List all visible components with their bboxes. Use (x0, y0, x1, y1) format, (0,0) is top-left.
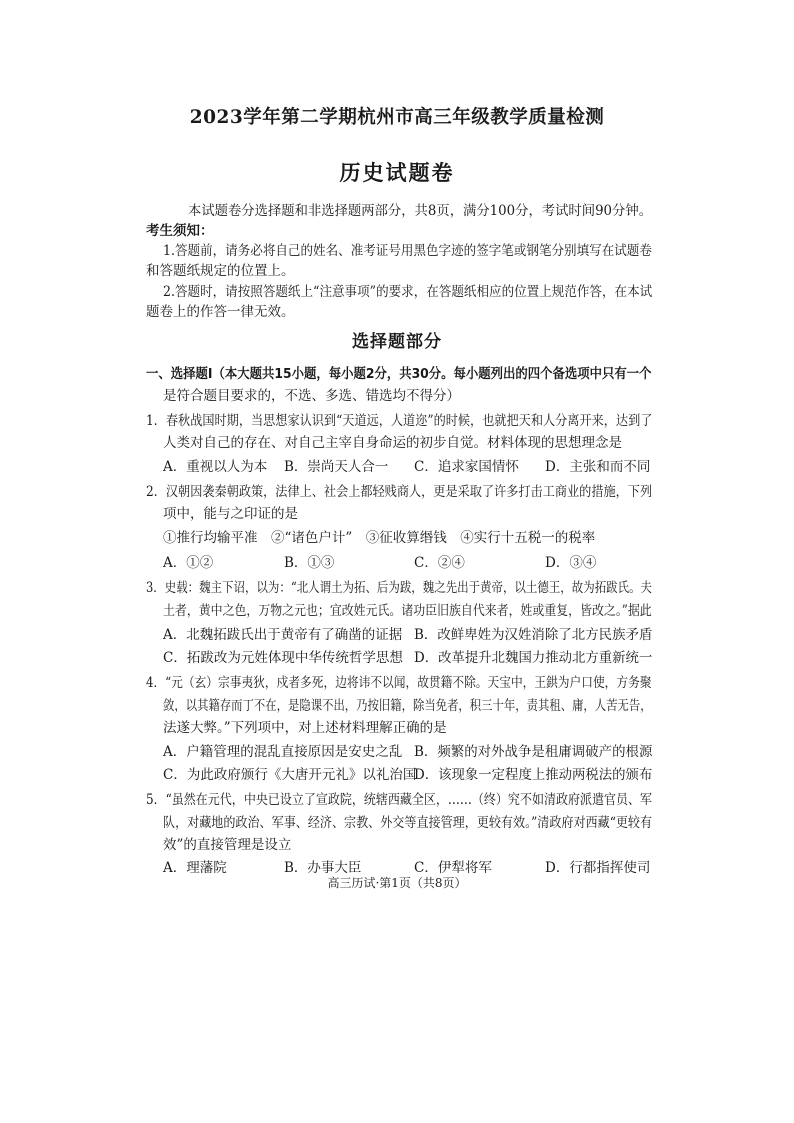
question-2-statements: ①推行均输平准 ②“诸色户计” ③征收算缗钱 ④实行十五税一的税率 (163, 530, 596, 546)
question-1-option-d: D．主张和而不同 (545, 459, 651, 475)
part-instructions-line-1: 一、选择题Ⅰ（本大题共15小题，每小题2分，共30分。每小题列出的四个备选项中只有一个 (146, 366, 652, 382)
question-5-option-a: A．理藩院 (163, 860, 227, 876)
notice-heading: 考生须知： (146, 223, 214, 239)
question-1-option-c: C．追求家国情怀 (414, 459, 519, 475)
page-footer: 高三历试·第1页（共8页） (327, 876, 467, 890)
question-3-stem-line-1: 3．史载：魏主下诏，以为：“北人谓土为拓、后为跋，魏之先出于黄帝，以土德王，故为拓跋氏。夫 (146, 580, 653, 596)
question-5-option-b: B．办事大臣 (284, 860, 362, 876)
question-1-stem-line-2: 人类对自己的存在、对自己主宰自身命运的初步自觉。材料体现的思想理念是 (163, 435, 622, 451)
question-4-stem-line-3: 法遂大弊。”下列项中，对上述材料理解正确的是 (163, 720, 447, 736)
question-1-option-b: B．崇尚天人合一 (284, 459, 389, 475)
question-3-option-b: B．改鲜卑姓为汉姓消除了北方民族矛盾 (414, 627, 653, 643)
question-2-option-b: B．①③ (284, 555, 335, 571)
notice-item-1-line-1: 1.答题前，请务必将自己的姓名、准考证号用黑色字迹的签字笔或钢笔分别填写在试题卷 (163, 243, 652, 259)
question-4-stem-line-2: 敛，以其籍存而丁不在，是隐课不出，乃按旧籍，除当免者，积三十年，责其租、庸，人苦无告， (163, 698, 652, 714)
part-instructions-line-2: 是符合题目要求的，不选、多选、错选均不得分） (163, 388, 460, 404)
notice-item-2-line-2: 题卷上的作答一律无效。 (146, 304, 295, 320)
question-2-option-c: C．②④ (414, 555, 465, 571)
notice-item-1-line-2: 和答题纸规定的位置上。 (146, 263, 295, 279)
question-2-stem-line-2: 项中，能与之印证的是 (163, 506, 298, 522)
section-title: 选择题部分 (352, 332, 442, 352)
question-1-option-a: A．重视以人为本 (163, 459, 268, 475)
question-3-option-d: D．改革提升北魏国力推动北方重新统一 (414, 650, 653, 666)
question-1-stem-line-1: 1．春秋战国时期，当思想家认识到“天道远，人道迩”的时候，也就把天和人分离开来，达到了 (146, 413, 653, 429)
question-4-option-c: C．为此政府颁行《大唐开元礼》以礼治国 (163, 767, 417, 783)
question-5-stem-line-3: 效”的直接管理是设立 (163, 837, 292, 853)
question-5-option-d: D．行都指挥使司 (545, 860, 651, 876)
question-5-stem-line-2: 队，对藏地的政治、军事、经济、宗教、外交等直接管理，更较有效。”清政府对西藏“更较有 (163, 815, 653, 831)
question-2-option-a: A．①② (163, 555, 214, 571)
question-4-option-a: A．户籍管理的混乱直接原因是安史之乱 (163, 744, 403, 760)
question-3-stem-line-2: 土者，黄中之色，万物之元也；宜改姓元氏。诸功臣旧族自代来者，姓或重复，皆改之。”据此 (163, 603, 652, 619)
question-2-stem-line-1: 2．汉朝因袭秦朝政策，法律上、社会上都轻贱商人，更是采取了许多打击工商业的措施，下列 (146, 484, 653, 500)
question-5-option-c: C．伊犁将军 (414, 860, 492, 876)
exam-summary: 本试题卷分选择题和非选择题两部分，共8页，满分100分，考试时间90分钟。 (188, 203, 653, 219)
question-3-option-a: A．北魏拓跋氏出于黄帝有了确凿的证据 (163, 627, 403, 643)
notice-item-2-line-1: 2.答题时，请按照答题纸上“注意事项”的要求，在答题纸相应的位置上规范作答，在本试 (163, 284, 653, 300)
question-5-stem-line-1: 5．“虽然在元代，中央已设立了宣政院，统辖西藏全区，……（终）究不如清政府派遣官员、军 (146, 792, 653, 808)
question-4-option-d: D．该现象一定程度上推动两税法的颁布 (414, 767, 653, 783)
question-2-option-d: D．③④ (545, 555, 597, 571)
question-4-stem-line-1: 4．“元（玄）宗事夷狄，戍者多死，边将讳不以闻，故贯籍不除。天宝中，王鉷为户口使，方务聚 (146, 675, 652, 691)
question-4-option-b: B．频繁的对外战争是租庸调破产的根源 (414, 744, 653, 760)
exam-title: 2023学年第二学期杭州市高三年级教学质量检测 (189, 107, 605, 128)
question-3-option-c: C．拓跋改为元姓体现中华传统哲学思想 (163, 650, 403, 666)
subject-title: 历史试题卷 (339, 161, 455, 185)
